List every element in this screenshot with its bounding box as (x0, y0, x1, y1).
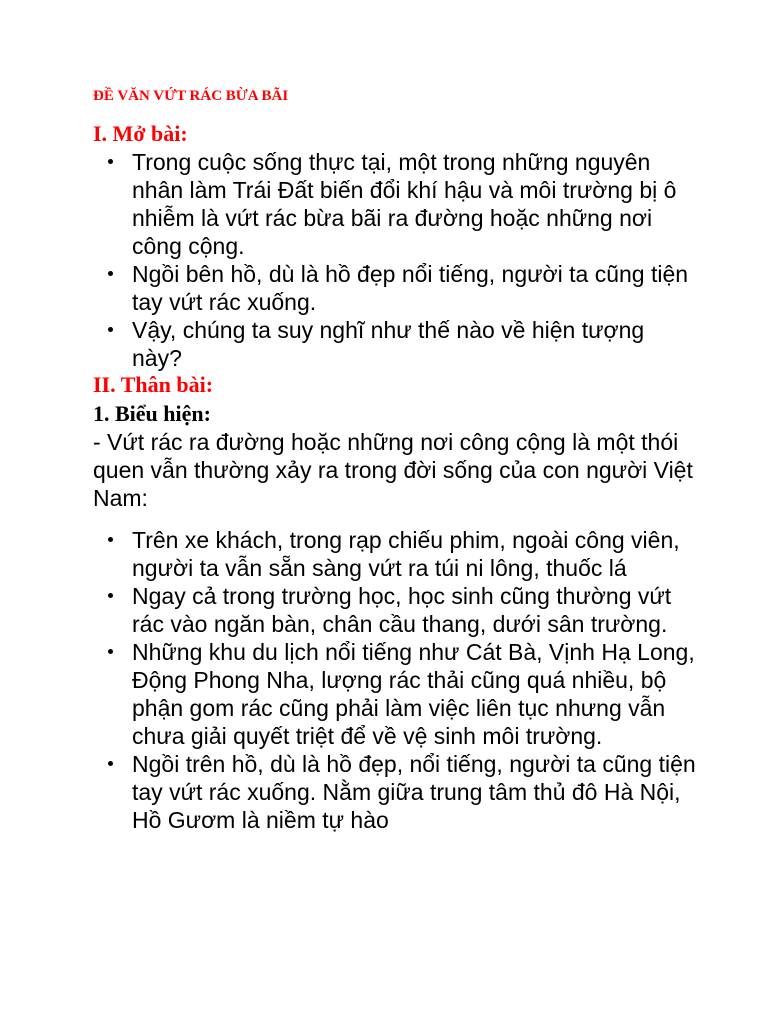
list-item-text: Vậy, chúng ta suy nghĩ như thế nào về hiện tượng này? (132, 317, 645, 371)
list-item (0, 638, 768, 750)
section-heading-intro: I. Mở bài: (93, 121, 188, 146)
list-item-text: Trên xe khách, trong rạp chiếu phim, ngoài công viên, người ta vẫn sẵn sàng vứt ra túi ni lông, thuốc lá (132, 527, 680, 581)
bullet-icon (108, 593, 113, 598)
bullet-icon (108, 271, 113, 276)
list-item-text: Ngồi trên hồ, dù là hồ đẹp, nổi tiếng, người ta cũng tiện tay vứt rác xuống. Nằm giữa trung tâm thủ đô Hà Nội, Hồ Gươm là niềm tự hào (132, 751, 696, 833)
list-item-text: Ngồi bên hồ, dù là hồ đẹp nổi tiếng, người ta cũng tiện tay vứt rác xuống. (132, 261, 689, 315)
list-item-text: Trong cuộc sống thực tại, một trong những nguyên nhân làm Trái Đất biến đổi khí hậu và môi trường bị ô nhiễm là vứt rác bừa bãi ra đường hoặc những nơi công cộng. (132, 149, 677, 259)
list-item (0, 526, 768, 582)
body-paragraph: - Vứt rác ra đường hoặc những nơi công cộng là một thói quen vẫn thường xảy ra trong đời sống của con người Việt Nam: (93, 429, 693, 511)
bullet-icon (108, 761, 113, 766)
section-heading-body: II. Thân bài: (93, 372, 214, 397)
document-title: ĐỀ VĂN VỨT RÁC BỪA BÃI (93, 88, 289, 104)
list-item (0, 260, 768, 316)
bullet-icon (108, 159, 113, 164)
list-item (0, 750, 768, 834)
list-item (0, 148, 768, 260)
intro-bullet-list (0, 148, 768, 372)
list-item-text: Ngay cả trong trường học, học sinh cũng thường vứt rác vào ngăn bàn, chân cầu thang, dưới sân trường. (132, 583, 672, 637)
body-bullet-list (0, 526, 768, 834)
bullet-icon (108, 327, 113, 332)
list-item-text: Những khu du lịch nổi tiếng như Cát Bà, Vịnh Hạ Long, Động Phong Nha, lượng rác thải cũng quá nhiều, bộ phận gom rác cũng phải làm việc liên tục nhưng vẫn chưa giải quyết triệt để về vệ sinh môi trường. (132, 639, 695, 749)
list-item (0, 582, 768, 638)
subsection-heading: 1. Biểu hiện: (93, 401, 211, 426)
bullet-icon (108, 537, 113, 542)
bullet-icon (108, 649, 113, 654)
list-item (0, 316, 768, 372)
